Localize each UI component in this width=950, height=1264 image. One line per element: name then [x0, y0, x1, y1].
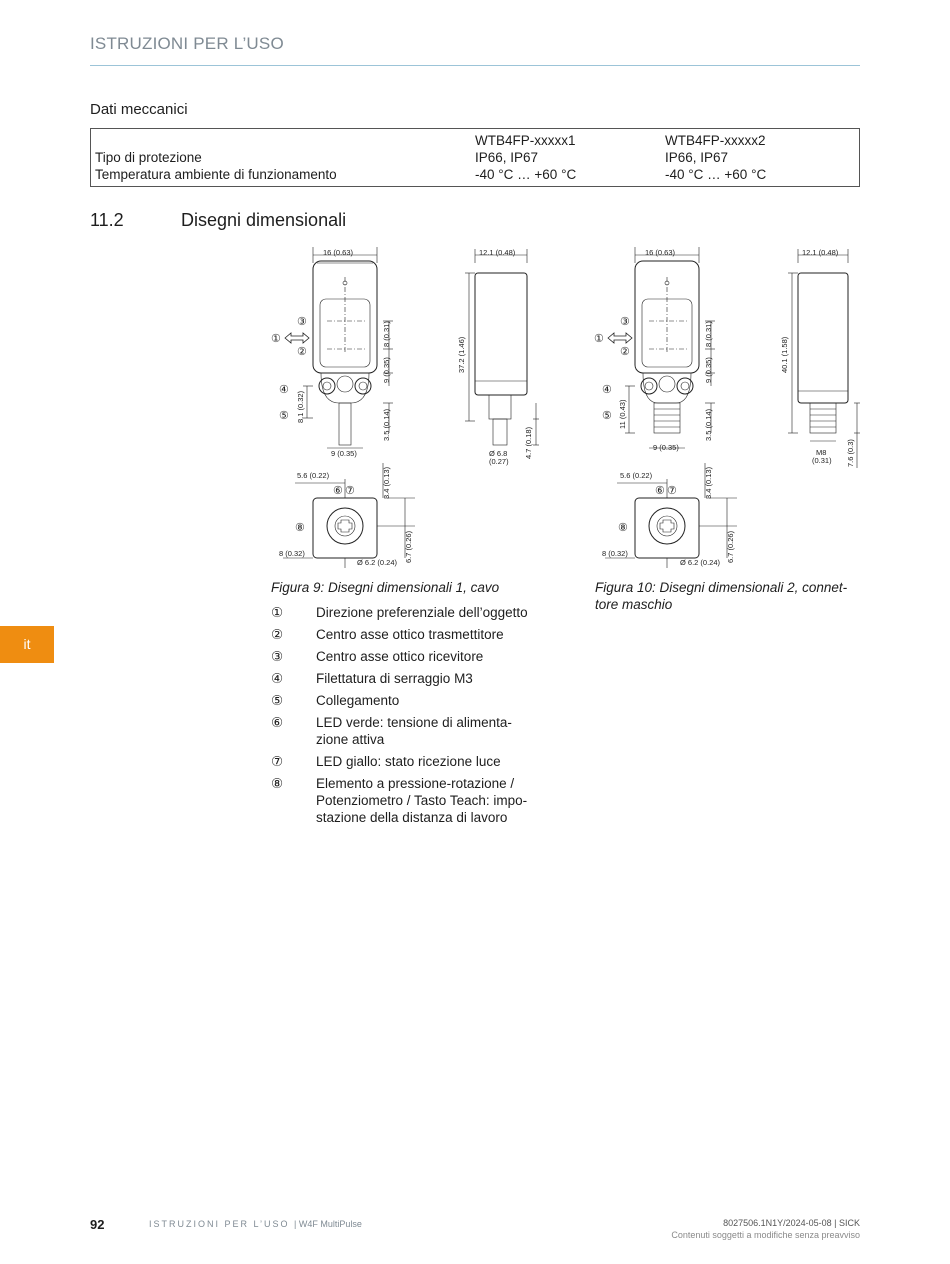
dim-label: 12.1 (0.48) — [802, 248, 839, 257]
dim-label: 8 (0.32) — [279, 549, 305, 558]
table-cell: IP66, IP67 — [665, 150, 729, 165]
dim-label: 6.7 (0.26) — [726, 530, 735, 563]
marker-4: ④ — [279, 384, 289, 396]
marker-3: ③ — [620, 316, 630, 328]
marker-8: ⑧ — [295, 522, 305, 534]
dim-label: 9 (0.35) — [331, 449, 357, 458]
marker-6: ⑥ — [333, 485, 343, 497]
legend-number: ④ — [271, 671, 284, 686]
figure-10-caption-line-1: Figura 10: Disegni dimensionali 2, connet- — [595, 580, 848, 595]
legend-text: Collegamento — [316, 693, 400, 708]
language-tab: it — [0, 626, 54, 663]
dim-label: 4.7 (0.18) — [524, 426, 533, 459]
dim-label: (0.31) — [812, 456, 832, 465]
legend-text: LED giallo: stato ricezione luce — [316, 754, 501, 769]
figure-10-caption-line-2: tore maschio — [595, 597, 673, 612]
marker-5: ⑤ — [602, 410, 612, 422]
marker-1: ① — [271, 333, 281, 345]
figure-9-caption: Figura 9: Disegni dimensionali 1, cavo — [271, 580, 500, 595]
legend-item — [271, 775, 541, 826]
dim-label: 8 (0.31) — [704, 321, 713, 347]
footer-product: | W4F MultiPulse — [294, 1219, 362, 1229]
dim-label: M8 — [816, 448, 827, 457]
section-title: Disegni dimensionali — [181, 210, 347, 230]
dim-label: 5.6 (0.22) — [620, 471, 653, 480]
header-title: ISTRUZIONI PER L’USO — [90, 34, 284, 53]
dim-label: 3.5 (0.14) — [382, 408, 391, 441]
dim-label: 8 (0.32) — [602, 549, 628, 558]
legend-number: ⑤ — [271, 693, 284, 708]
legend-item — [271, 670, 541, 687]
dimension-drawing-connector — [590, 243, 865, 573]
dim-label: 3.4 (0.13) — [382, 466, 391, 499]
dim-label: 11 (0.43) — [618, 399, 627, 429]
dim-label: 9 (0.35) — [653, 443, 679, 452]
footer-document — [149, 1219, 362, 1229]
footer-note: Contenuti soggetti a modifiche senza preavviso — [671, 1230, 860, 1240]
legend-item — [271, 692, 541, 709]
dim-label: 3.5 (0.14) — [704, 408, 713, 441]
legend-item — [271, 648, 541, 665]
table-col-header: WTB4FP-xxxxx1 — [475, 133, 576, 148]
header-rule — [90, 65, 860, 66]
legend-text: Direzione preferenziale dell’oggetto — [316, 605, 528, 620]
legend-list — [271, 604, 541, 831]
page-number: 92 — [90, 1217, 105, 1232]
table-cell: Tipo di protezione — [95, 150, 202, 165]
legend-text: Elemento a pressione-rotazione / — [316, 776, 515, 791]
dim-label: Ø 6.2 (0.24) — [680, 558, 721, 567]
dimension-drawing-cable — [265, 243, 555, 573]
dim-label: 37.2 (1.46) — [457, 336, 466, 373]
marker-2: ② — [620, 346, 630, 358]
table-cell: Temperatura ambiente di funzionamento — [95, 167, 337, 182]
dim-label: 8 (0.31) — [382, 321, 391, 347]
legend-text: Potenziometro / Tasto Teach: impo- — [316, 793, 528, 808]
legend-item — [271, 714, 541, 748]
dim-label: 5.6 (0.22) — [297, 471, 330, 480]
dim-label: 16 (0.63) — [323, 248, 354, 257]
marker-4: ④ — [602, 384, 612, 396]
legend-text: zione attiva — [316, 732, 385, 747]
marker-3: ③ — [297, 316, 307, 328]
footer-doc-title: ISTRUZIONI PER L’USO — [149, 1219, 290, 1229]
dim-label: Ø 6.2 (0.24) — [357, 558, 398, 567]
legend-text: Filettatura di serraggio M3 — [316, 671, 473, 686]
legend-number: ⑧ — [271, 776, 284, 791]
marker-6: ⑥ — [655, 485, 665, 497]
marker-8: ⑧ — [618, 522, 628, 534]
dim-label: 3.4 (0.13) — [704, 466, 713, 499]
legend-number: ⑥ — [271, 715, 284, 730]
marker-7: ⑦ — [667, 485, 677, 497]
table-cell: -40 °C … +60 °C — [665, 167, 767, 182]
legend-number: ② — [271, 627, 284, 642]
legend-number: ① — [271, 605, 284, 620]
mechanical-data-table — [90, 128, 860, 187]
section-number: 11.2 — [90, 210, 124, 230]
marker-7: ⑦ — [345, 485, 355, 497]
legend-item — [271, 604, 541, 621]
footer-reference: 8027506.1N1Y/2024-05-08 | SICK — [723, 1218, 860, 1228]
legend-item — [271, 626, 541, 643]
dim-label: 9 (0.35) — [704, 357, 713, 383]
dim-label: 12.1 (0.48) — [479, 248, 516, 257]
table-cell: IP66, IP67 — [475, 150, 539, 165]
legend-number: ⑦ — [271, 754, 284, 769]
dim-label: 16 (0.63) — [645, 248, 676, 257]
dim-label: 40.1 (1.58) — [780, 336, 789, 373]
legend-number: ③ — [271, 649, 284, 664]
dim-label: 8.1 (0.32) — [296, 390, 305, 423]
mechanical-data-title: Dati meccanici — [90, 101, 188, 118]
direction-arrow-icon — [608, 333, 632, 343]
dim-label: 7.6 (0.3) — [846, 439, 855, 467]
marker-1: ① — [594, 333, 604, 345]
marker-5: ⑤ — [279, 410, 289, 422]
legend-text: Centro asse ottico trasmettitore — [316, 627, 504, 642]
dim-label: Ø 6.8 — [489, 449, 508, 458]
dim-label: (0.27) — [489, 457, 509, 466]
table-col-header: WTB4FP-xxxxx2 — [665, 133, 766, 148]
legend-text: stazione della distanza di lavoro — [316, 810, 508, 825]
marker-2: ② — [297, 346, 307, 358]
legend-text: LED verde: tensione di alimenta- — [316, 715, 512, 730]
legend-item — [271, 753, 541, 770]
dim-label: 6.7 (0.26) — [404, 530, 413, 563]
table-cell: -40 °C … +60 °C — [475, 167, 577, 182]
legend-text: Centro asse ottico ricevitore — [316, 649, 484, 664]
direction-arrow-icon — [285, 333, 309, 343]
dim-label: 9 (0.35) — [382, 357, 391, 383]
